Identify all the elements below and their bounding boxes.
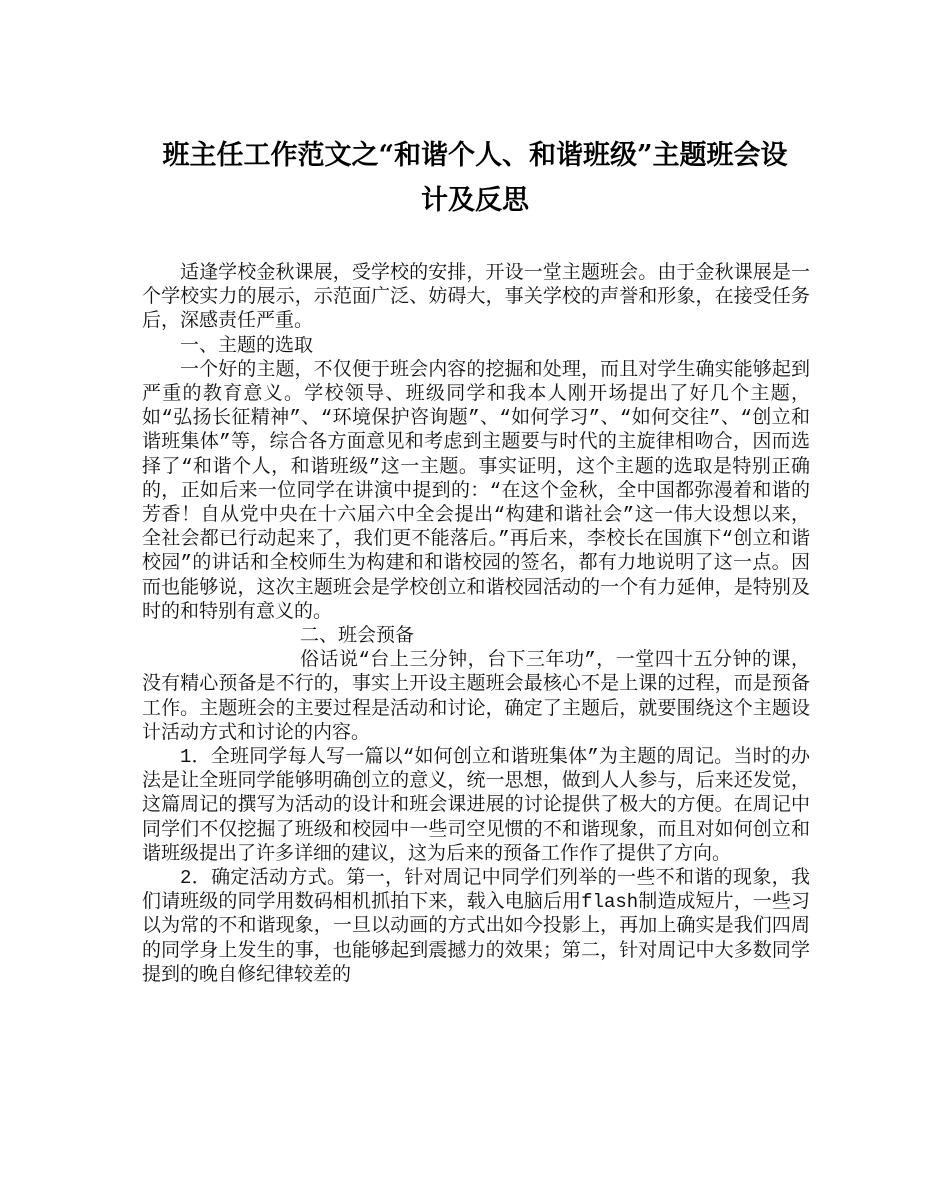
paragraph-topic-selection: 一个好的主题，不仅便于班会内容的挖掘和处理，而且对学生确实能够起到严重的教育意义。学校领导、班级同学和我本人刚开场提出了好几个主题，如“弘扬长征精神”、“环境保护咨询题”、“如何学习”、“如何交往”、“创立和谐班集体”等，综合各方面意见和考虑到主题要与时代的主旋律相吻合，因而选择了“和谐个人，和谐班级”这一主题。事实证明，这个主题的选取是特别正确的，正如后来一位同学在讲演中提到的：“在这个金秋，全中国都弥漫着和谐的芳香！自从党中央在十六届六中全会提出“构建和谐社会”这一伟大设想以来，全社会都已行动起来了，我们更不能落后。”再后来，李校长在国旗下“创立和谐校园”的讲话和全校师生为构建和和谐校园的签名，都有力地说明了这一点。因而也能够说，这次主题班会是学校创立和谐校园活动的一个有力延伸，是特别及时的和特别有意义的。: [142, 358, 810, 623]
paragraph-intro: 适逢学校金秋课展，受学校的安排，开设一堂主题班会。由于金秋课展是一个学校实力的展示，示范面广泛、妨碍大，事关学校的声誉和形象，在接受任务后，深感责任严重。: [142, 262, 810, 333]
section-heading-2: 二、班会预备: [300, 625, 415, 648]
paragraph-item-1: 1．全班同学每人写一篇以“如何创立和谐班集体”为主题的周记。当时的办法是让全班同学能够明确创立的意义，统一思想，做到人人参与，后来还发觉，这篇周记的撰写为活动的设计和班会课进展的讨论提供了极大的方便。在周记中同学们不仅挖掘了班级和校园中一些司空见惯的不和谐现象，而且对如何创立和谐班级提出了许多详细的建议，这为后来的预备工作作了提供了方向。: [142, 746, 810, 865]
document-body: [142, 261, 810, 987]
paragraph-item-2: 2．确定活动方式。第一，针对周记中同学们列举的一些不和谐的现象，我们请班级的同学用数码相机抓拍下来，载入电脑后用flash制造成短片，一些习以为常的不和谐现象，一旦以动画的方式出如今投影上，再加上确实是我们四周的同学身上发生的事，也能够起到震撼力的效果；第二，针对周记中大多数同学提到的晚自修纪律较差的: [142, 867, 810, 986]
document-title-line1: 班主任工作范文之“和谐个人、和谐班级”主题班会设: [162, 140, 788, 171]
paragraph-preparation: 俗话说“台上三分钟，台下三年功”，一堂四十五分钟的课，没有精心预备是不行的，事实上开设主题班会最核心不是上课的过程，而是预备工作。主题班会的主要过程是活动和讨论，确定了主题后，就要围绕这个主题设计活动方式和讨论的内容。: [142, 649, 810, 744]
section-heading-1: 一、主题的选取: [180, 334, 314, 357]
document-title-line2: 计及反思: [421, 185, 529, 216]
